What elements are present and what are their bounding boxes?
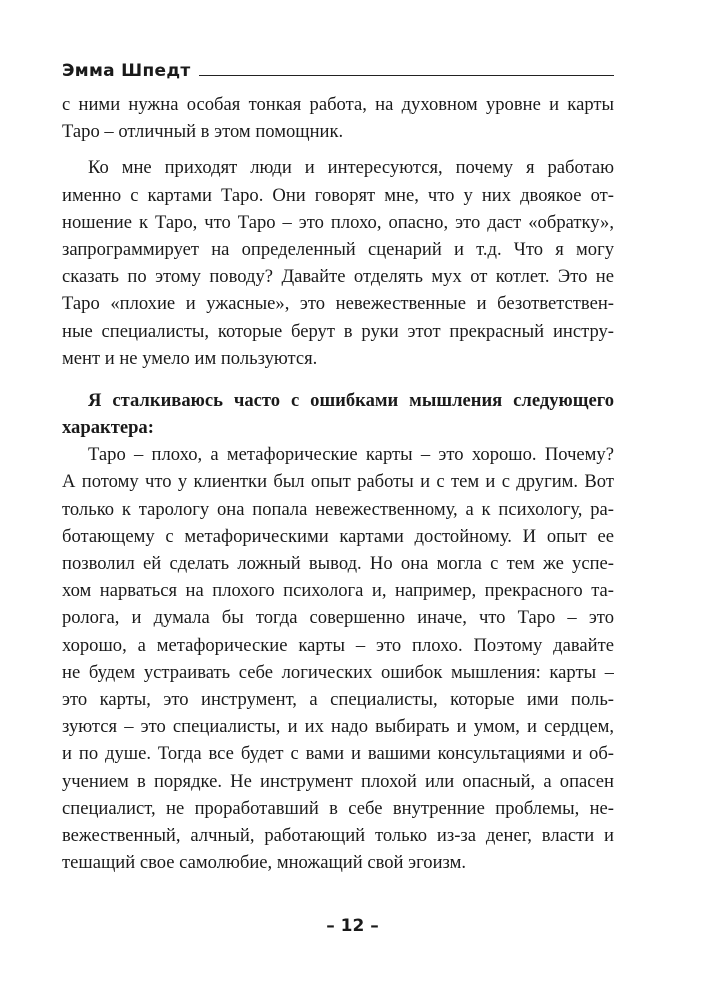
text-line: Таро – отличный в этом помощник.	[62, 121, 344, 143]
text-line: ные специалисты, которые берут в руки этот прекрасный инстру-	[62, 320, 614, 342]
text-line: сказать по этому поводу? Давайте отделять мух от котлет. Это не	[62, 266, 614, 288]
text-line: хорошо, а метафорические карты – это плохо. Поэтому давайте	[62, 634, 614, 656]
text-line: и по душе. Тогда все будет с вами и вашими консультациями и об-	[62, 743, 614, 765]
text-line: ролога, и думала бы тогда совершенно иначе, что Таро – это	[62, 607, 614, 629]
running-header	[62, 60, 614, 82]
text-line: запрограммирует на определенный сценарий и т.д. Что я могу	[62, 238, 614, 260]
text-line: ботающему с метафорическими картами достойному. И опыт ее	[62, 525, 614, 547]
text-line: Ко мне приходят люди и интересуются, почему я работаю	[88, 157, 614, 179]
text-line: позволил ей сделать ложный вывод. Но она могла с тем же успе-	[62, 553, 614, 574]
page-body	[62, 91, 614, 876]
bold-subheading	[62, 387, 614, 441]
text-line: именно с картами Таро. Они говорят мне, что у них двоякое от-	[62, 184, 614, 206]
text-line: не будем устраивать себе логических ошибок мышления: карты –	[62, 661, 614, 683]
text-line: хом нарваться на плохого психолога и, например, прекрасного та-	[62, 580, 614, 602]
text-line: А потому что у клиентки был опыт работы и с тем и с другим. Вот	[62, 471, 614, 493]
subheading-line: Я сталкиваюсь часто с ошибками мышления следующего	[88, 389, 614, 411]
paragraph-tarot-attitude	[62, 154, 614, 372]
page-number: – 12 –	[326, 916, 379, 936]
text-line: ношение к Таро, что Таро – это плохо, опасно, это даст «обратку»,	[62, 211, 614, 233]
text-line: тешащий свое самолюбие, множащий свой эгоизм.	[62, 852, 467, 874]
text-line: только к тарологу она попала невежественному, а к психологу, ра-	[62, 498, 614, 520]
text-line: зуются – это специалисты, и их надо выбирать и умом, и сердцем,	[62, 716, 614, 738]
paragraph-continuation	[62, 91, 614, 145]
subheading-line: характера:	[62, 417, 154, 439]
paragraph-thinking-errors	[62, 441, 614, 876]
text-line: с ними нужна особая тонкая работа, на духовном уровне и карты	[62, 94, 614, 115]
text-line: мент и не умело им пользуются.	[62, 347, 318, 369]
author-name: Эмма Шпедт	[62, 60, 199, 82]
text-line: Таро «плохие и ужасные», это невежественные и безответствен-	[62, 293, 614, 315]
text-line: специалист, не проработавший в себе внутренние проблемы, не-	[62, 797, 614, 819]
text-line: вежественный, алчный, работающий только из-за денег, власти и	[62, 824, 614, 846]
text-line: Таро – плохо, а метафорические карты – это хорошо. Почему?	[88, 444, 614, 466]
text-line: это карты, это инструмент, а специалисты, которые ими поль-	[62, 688, 614, 710]
text-line: учением в порядке. Не инструмент плохой или опасный, а опасен	[62, 770, 614, 792]
